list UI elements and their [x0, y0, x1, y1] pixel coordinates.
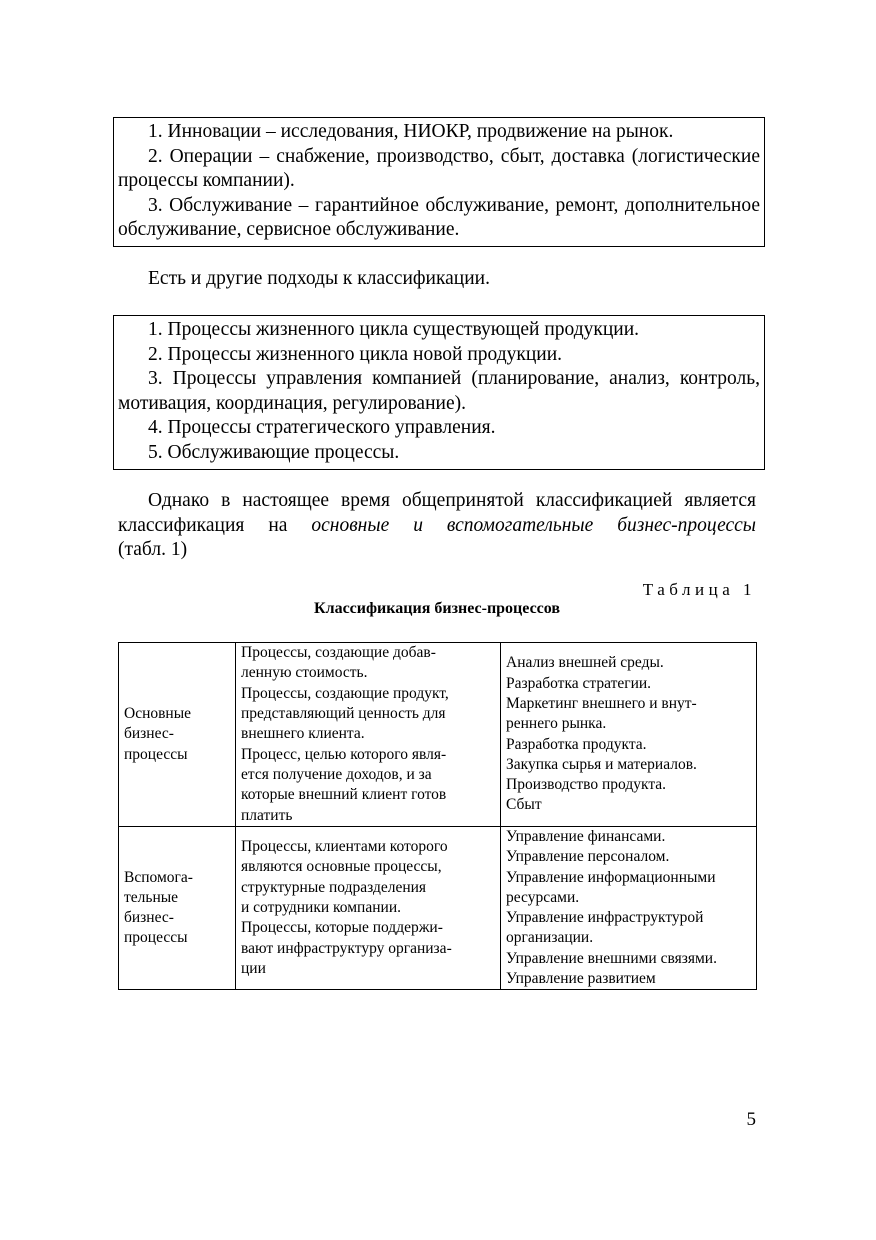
cell-line: Управление развитием [506, 970, 656, 988]
cell-line: Процесс, целью которого явля- [241, 745, 447, 763]
cell-line: платить [241, 806, 293, 824]
cell-line: ресурсами. [506, 888, 580, 906]
cell-line: Управление информационными [506, 868, 716, 886]
emphasis-text: основные и вспомогательные бизнес-процессы [311, 514, 756, 536]
cell-line: вают инфраструктуру организа- [241, 939, 452, 957]
cell-line: Вспомога- [124, 868, 193, 886]
classification-box-1 [113, 117, 765, 247]
page-number: 5 [746, 1109, 756, 1130]
paragraph-line-2 [118, 514, 756, 539]
cell-line: Основные [124, 705, 192, 723]
cell-line: Разработка стратегии. [506, 674, 652, 692]
cell-line: бизнес- [124, 725, 174, 743]
cell-line: ется получение доходов, и за [241, 765, 432, 783]
cell-line: Управление инфраструктурой [506, 909, 704, 927]
cell-line: Управление финансами. [506, 828, 666, 845]
cell-line: ции [241, 959, 266, 977]
cell-line: Процессы, создающие продукт, [241, 684, 449, 702]
list-item: 4. Процессы стратегического управления. [148, 417, 496, 439]
cell-line: ленную стоимость. [241, 664, 368, 682]
cell-line: Анализ внешней среды. [506, 654, 664, 672]
cell-line: Управление персоналом. [506, 848, 670, 866]
paragraph-other-approaches [118, 267, 756, 292]
paragraph-line-2-plain: классификация на [118, 514, 312, 536]
list-item: 1. Процессы жизненного цикла существующей продукции. [148, 319, 640, 340]
classification-box-2 [113, 315, 765, 470]
classification-table [118, 642, 757, 990]
cell-line: Маркетинг внешнего и внут- [506, 694, 697, 712]
list-item: 5. Обслуживающие процессы. [148, 441, 400, 463]
cell-line: Закупка сырья и материалов. [506, 755, 697, 773]
cell-line: организации. [506, 929, 594, 947]
cell-line: которые внешний клиент готов [241, 786, 447, 804]
table-row [119, 827, 757, 990]
cell-line: Процессы, которые поддержи- [241, 919, 443, 937]
list-item: 1. Инновации – исследования, НИОКР, продвижение на рынок. [148, 121, 674, 142]
cell-line: Сбыт [506, 796, 542, 814]
cell-line: реннего рынка. [506, 715, 607, 733]
cell-line: Производство продукта. [506, 776, 667, 794]
paragraph-general-classification [118, 489, 756, 563]
cell-line: Процессы, клиентами которого [241, 838, 448, 856]
category-cell [119, 643, 236, 827]
cell-line: тельные [124, 888, 179, 906]
table-title: Классификация бизнес-процессов [313, 600, 561, 617]
table-reference: (табл. 1) [118, 539, 188, 561]
cell-line: процессы [124, 929, 188, 947]
category-cell [119, 827, 236, 990]
paragraph-text: Есть и другие подходы к классификации. [148, 268, 490, 289]
examples-cell [501, 827, 757, 990]
cell-line: бизнес- [124, 909, 174, 927]
cell-line: внешнего клиента. [241, 725, 365, 743]
list-item: 2. Операции – снабжение, производство, сбыт, доставка (логистические процессы компании). [118, 145, 760, 192]
cell-line: структурные подразделения [241, 878, 427, 896]
examples-cell [501, 643, 757, 827]
cell-line: являются основные процессы, [241, 858, 442, 876]
list-item: 3. Процессы управления компанией (планирование, анализ, контроль, мотивация, координация, регулирование). [118, 368, 760, 414]
table-number: Таблица 1 [642, 580, 756, 599]
cell-line: Разработка продукта. [506, 735, 647, 753]
table-row [119, 643, 757, 827]
list-item: 3. Обслуживание – гарантийное обслуживание, ремонт, дополнительное обслуживание, сервисное обслуживание. [118, 194, 760, 241]
description-cell [236, 643, 501, 827]
description-cell [236, 827, 501, 990]
cell-line: Процессы, создающие добав- [241, 644, 436, 662]
cell-line: и сотрудники компании. [241, 899, 401, 917]
list-item: 2. Процессы жизненного цикла новой продукции. [148, 343, 563, 365]
cell-line: Управление внешними связями. [506, 949, 717, 967]
cell-line: процессы [124, 745, 188, 763]
paragraph-line-1: Однако в настоящее время общепринятой классификацией является [148, 490, 756, 511]
cell-line: представляющий ценность для [241, 705, 446, 723]
